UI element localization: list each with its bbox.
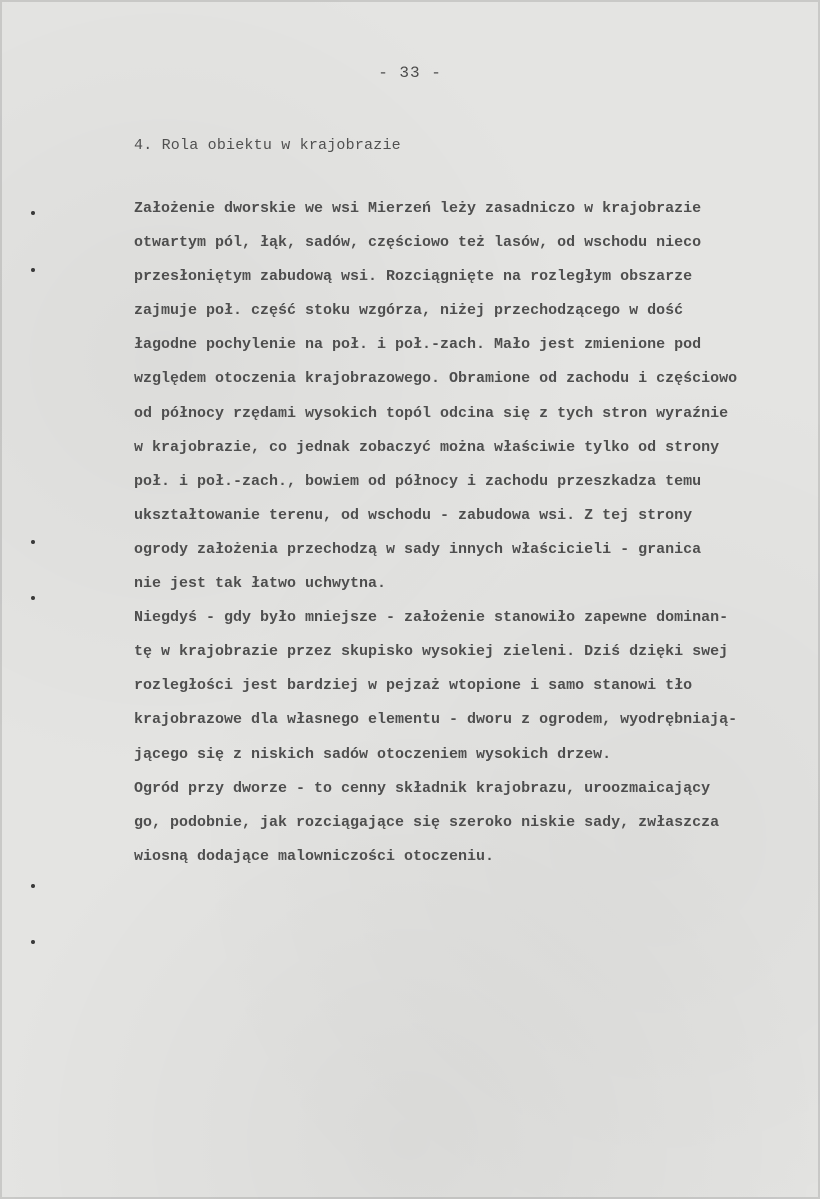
text-line: ukształtowanie terenu, od wschodu - zabudowa wsi. Z tej strony	[134, 506, 693, 524]
text-line: poł. i poł.-zach., bowiem od północy i zachodu przeszkadza temu	[134, 472, 702, 490]
section-heading: 4. Rola obiektu w krajobrazie	[134, 137, 401, 154]
margin-dot	[31, 940, 35, 944]
text-line: od północy rzędami wysokich topól odcina się z tych stron wyraźnie	[134, 404, 729, 422]
text-line: ogrody założenia przechodzą w sady innych właścicieli - granica	[134, 540, 702, 558]
text-line: Niegdyś - gdy było mniejsze - założenie stanowiło zapewne dominan-	[134, 609, 729, 627]
text-line: tę w krajobrazie przez skupisko wysokiej zieleni. Dziś dzięki swej	[134, 643, 729, 661]
text-line: Założenie dworskie we wsi Mierzeń leży zasadniczo w krajobrazie	[134, 200, 702, 217]
text-line: krajobrazowe dla własnego elementu - dworu z ogrodem, wyodrębniają-	[134, 711, 738, 729]
text-line: względem otoczenia krajobrazowego. Obramione od zachodu i częściowo	[134, 370, 738, 388]
body-text	[134, 192, 820, 874]
text-line: go, podobnie, jak rozciągające się szeroko niskie sady, zwłaszcza	[134, 813, 720, 831]
text-line: rozległości jest bardziej w pejzaż wtopione i samo stanowi tło	[134, 677, 693, 695]
text-line: w krajobrazie, co jednak zobaczyć można właściwie tylko od strony	[134, 438, 720, 456]
text-line: wiosną dodające malowniczości otoczeniu.	[134, 847, 495, 865]
text-line: otwartym pól, łąk, sadów, częściowo też lasów, od wschodu nieco	[134, 234, 702, 252]
margin-dot	[31, 596, 35, 600]
margin-dot	[31, 540, 35, 544]
text-line: zajmuje poł. część stoku wzgórza, niżej przechodzącego w dość	[134, 302, 684, 320]
text-line: nie jest tak łatwo uchwytna.	[134, 575, 387, 593]
text-line: Ogród przy dworze - to cenny składnik krajobrazu, uroozmaicający	[134, 779, 711, 797]
text-line: łagodne pochylenie na poł. i poł.-zach. Mało jest zmienione pod	[134, 336, 702, 354]
text-line: przesłoniętym zabudową wsi. Rozciągnięte na rozległym obszarze	[134, 268, 693, 286]
text-line: jącego się z niskich sadów otoczeniem wysokich drzew.	[134, 745, 612, 763]
page-number: - 33 -	[378, 64, 442, 82]
margin-dot	[31, 268, 35, 272]
margin-dot	[31, 211, 35, 215]
margin-dot	[31, 884, 35, 888]
